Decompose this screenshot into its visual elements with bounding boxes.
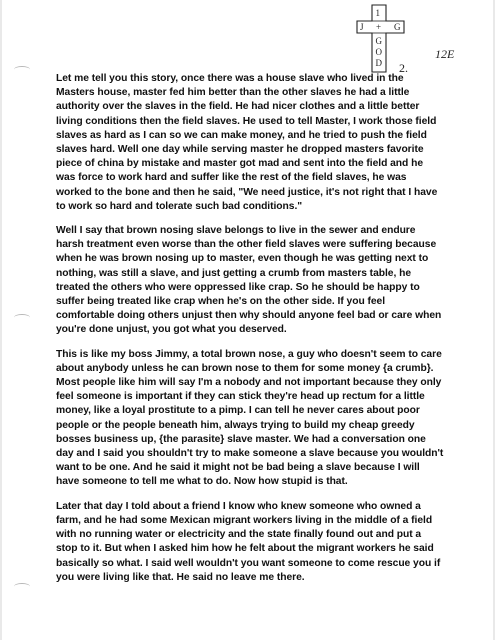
cross-letter-lower: D <box>375 58 382 68</box>
cross-letter-lower: G <box>375 36 382 46</box>
cross-letter-top: 1 <box>375 8 380 18</box>
punch-hole-mark <box>14 314 30 321</box>
cross-letter-center: + <box>376 22 382 32</box>
punch-hole-mark <box>14 66 30 73</box>
handwritten-document-mark: 12E <box>435 47 455 61</box>
paragraph: This is like my boss Jimmy, a total brown nose, a guy who doesn't seem to care about anybody unless he can brown nose to them for some money {a crumb}. Most people like him will say I'm a nobody and not important because they only feel someone is important if they can stick they're head up rectum for a little money, like a loyal prostitute to a pimp. I can tell he never cares about poor people or the people beneath him, always trying to build my cheap greedy bosses business up, {the parasite} slave master. We had a conversation one day and I said you shouldn't try to make someone a slave because you wouldn't want to be one. And he said it might not be bad being a slave because I will have someone to tell me what to do. Now how stupid is that. <box>56 348 444 488</box>
page-left-edge <box>0 0 2 640</box>
paragraph: Later that day I told about a friend I know who knew someone who owned a farm, and he had some Mexican migrant workers living in the middle of a field with no running water or electricity and the state finally found out and put a stop to it. But when I asked him how he felt about the migrant workers he said basically so what. I said well wouldn't you want someone to come rescue you if you were living like that. He said no leave me there. <box>56 500 441 583</box>
paragraph: Well I say that brown nosing slave belongs to live in the sewer and endure harsh treatment even worse than the other field slaves were suffering because when he was brown nosing up to master, even though he was getting next to nothing, was still a slave, and just getting a crumb from masters table, he treated the others who were oppressed like crap. So he should be happy to suffer being treated like crap when he's on the other side. If you feel comfortable doing others unjust then why should anyone feel bad or care when you're done unjust, you got what you deserved. <box>56 225 442 336</box>
document-body <box>56 72 444 595</box>
cross-letter-left: J <box>360 22 364 32</box>
cross-letter-right: G <box>394 22 401 32</box>
paragraph: Let me tell you this story, once there was a house slave who lived in the Masters house, master fed him better than the other slaves he had a little authority over the slaves in the field. He had nicer clothes and a little better living conditions then the field slaves. He used to tell Master, I work those field slaves as hard as I can so we can make money, and he tried to push the field slaves hard. Well one day while serving master he dropped masters favorite piece of china by mistake and master got mad and sent into the field and he was force to work hard and suffer like the rest of the field slaves, he was worked to the bone and then he said, "We need justice, it's not right that I have to work so hard and tolerate such bad conditions." <box>56 73 438 212</box>
cross-letter-lower: O <box>375 47 382 57</box>
punch-hole-mark <box>14 583 30 590</box>
page-number: 2. <box>399 61 408 75</box>
